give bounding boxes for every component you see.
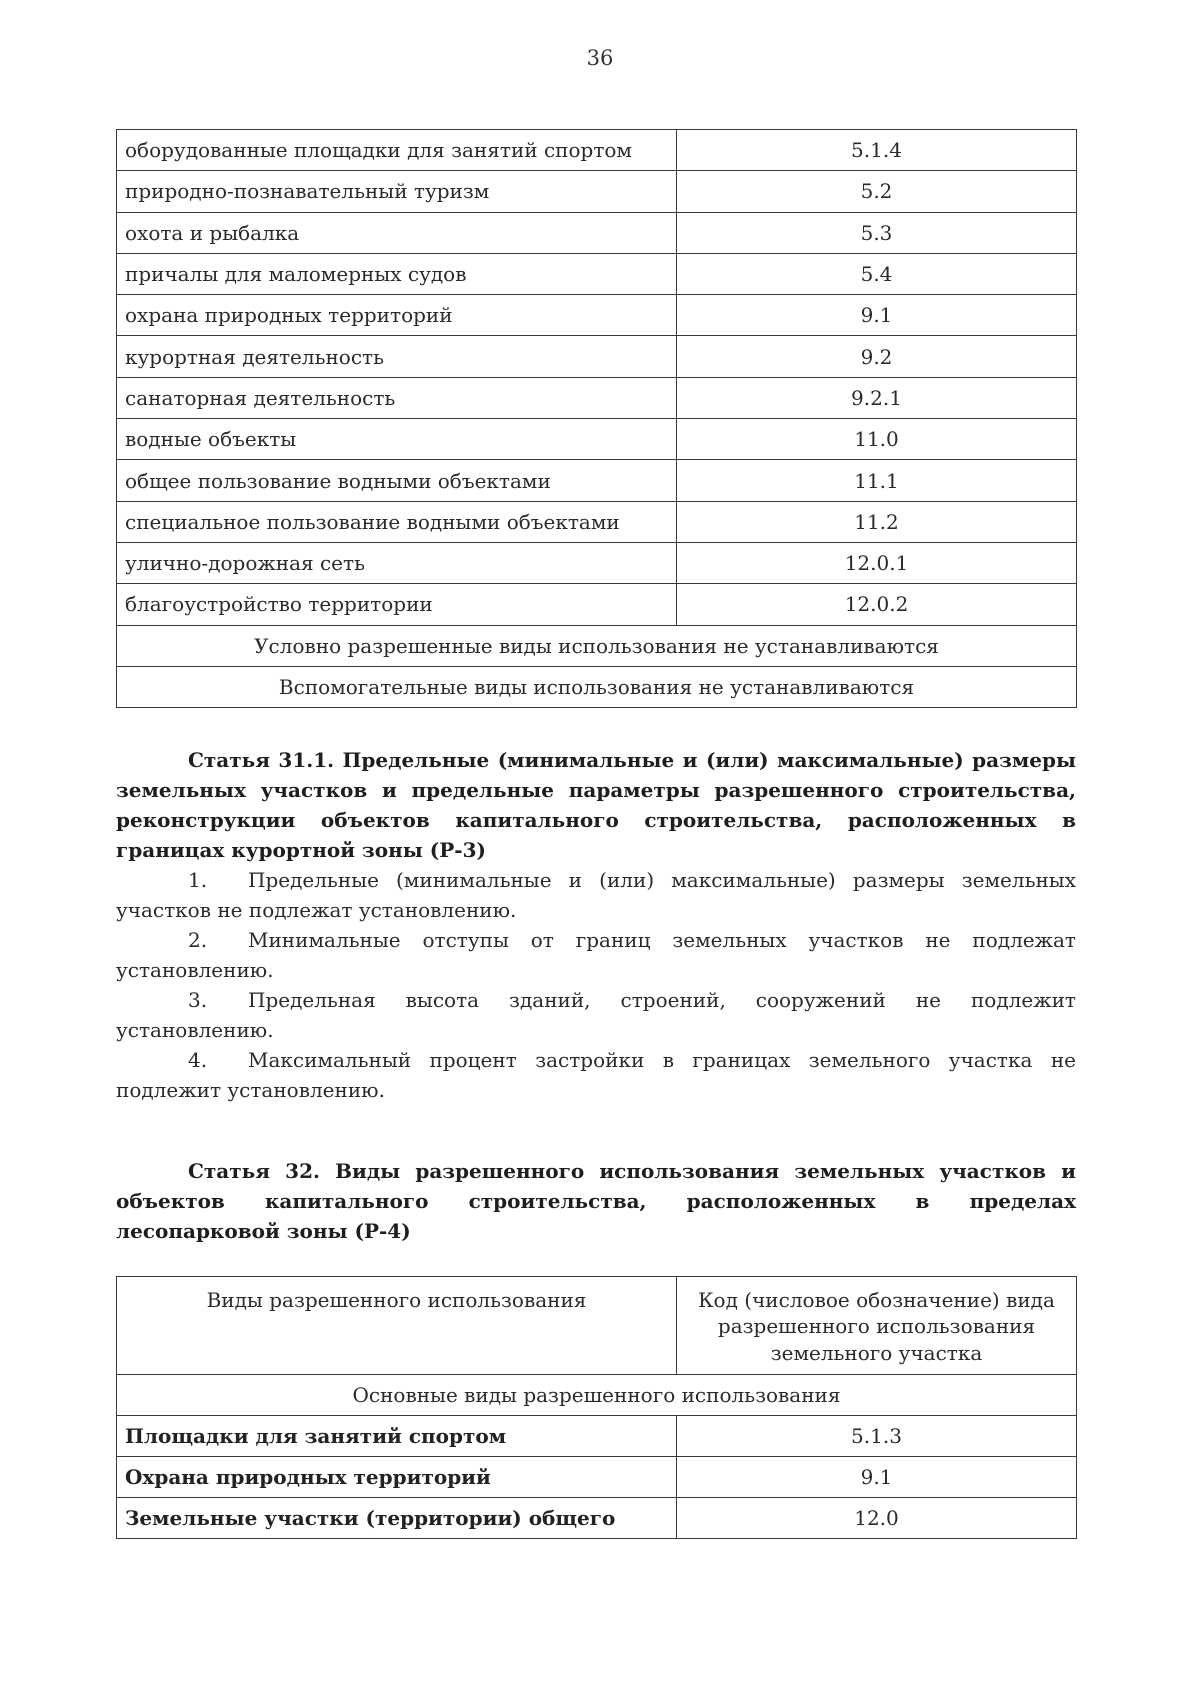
- item-number: 2.: [188, 928, 208, 952]
- auxiliary-uses-note: Вспомогательные виды использования не устанавливаются: [117, 666, 1077, 707]
- table-row: [117, 419, 1077, 460]
- use-code-cell: 11.2: [677, 501, 1077, 542]
- article-31-1-heading: Статья 31.1. Предельные (минимальные и (или) максимальные) размеры земельных участков и предельные параметры разрешенного строительства, реконструкции объектов капитального строительства, расположенных в границах курортной зоны (Р-3): [116, 748, 1076, 862]
- land-use-table-body: [117, 130, 1077, 626]
- use-type-cell: Охрана природных территорий: [117, 1457, 677, 1498]
- use-type-cell: Площадки для занятий спортом: [117, 1416, 677, 1457]
- page-number: 36: [586, 46, 614, 70]
- item-text: Предельная высота зданий, строений, сооружений не подлежит установлению.: [116, 988, 1076, 1042]
- use-code-cell: 12.0.2: [677, 584, 1077, 625]
- forest-park-land-use-table: [116, 1276, 1077, 1539]
- use-code-cell: 5.3: [677, 212, 1077, 253]
- use-type-cell: оборудованные площадки для занятий спортом: [117, 130, 677, 171]
- table-row: [117, 336, 1077, 377]
- table-row: [117, 542, 1077, 583]
- article-31-1: [116, 745, 1076, 1105]
- use-code-cell: 11.1: [677, 460, 1077, 501]
- use-code-cell: 9.2: [677, 336, 1077, 377]
- table-row: [117, 501, 1077, 542]
- table-row: [117, 1457, 1077, 1498]
- table-row: [117, 460, 1077, 501]
- use-type-cell: улично-дорожная сеть: [117, 542, 677, 583]
- use-code-cell: 9.2.1: [677, 377, 1077, 418]
- use-type-cell: общее пользование водными объектами: [117, 460, 677, 501]
- use-code-cell: 9.1: [677, 1457, 1077, 1498]
- column-header-use-type: Виды разрешенного использования: [117, 1277, 677, 1375]
- use-type-cell: курортная деятельность: [117, 336, 677, 377]
- article-32-heading: Статья 32. Виды разрешенного использования земельных участков и объектов капитального строительства, расположенных в пределах лесопарковой зоны (Р-4): [116, 1159, 1076, 1243]
- use-type-cell: водные объекты: [117, 419, 677, 460]
- use-code-cell: 5.1.4: [677, 130, 1077, 171]
- use-code-cell: 12.0: [677, 1498, 1077, 1539]
- table-row: [117, 212, 1077, 253]
- use-code-cell: 9.1: [677, 295, 1077, 336]
- table-row: [117, 295, 1077, 336]
- table-row: [117, 253, 1077, 294]
- column-header-code: Код (числовое обозначение) вида разрешенного использования земельного участка: [677, 1277, 1077, 1375]
- use-type-cell: Земельные участки (территории) общего: [117, 1498, 677, 1539]
- table-row: [117, 584, 1077, 625]
- use-type-cell: охота и рыбалка: [117, 212, 677, 253]
- article-31-1-item-3: [116, 985, 1076, 1045]
- article-32: [116, 1156, 1076, 1246]
- use-type-cell: благоустройство территории: [117, 584, 677, 625]
- table-row: [117, 1498, 1077, 1539]
- forest-park-table-body: [117, 1416, 1077, 1539]
- item-number: 3.: [188, 988, 208, 1012]
- item-text: Минимальные отступы от границ земельных участков не подлежат установлению.: [116, 928, 1076, 982]
- use-type-cell: санаторная деятельность: [117, 377, 677, 418]
- table-row: [117, 377, 1077, 418]
- use-code-cell: 5.1.3: [677, 1416, 1077, 1457]
- article-31-1-item-1: [116, 865, 1076, 925]
- table-row: [117, 130, 1077, 171]
- article-31-1-item-2: [116, 925, 1076, 985]
- use-type-cell: природно-познавательный туризм: [117, 171, 677, 212]
- use-code-cell: 5.2: [677, 171, 1077, 212]
- use-type-cell: специальное пользование водными объектами: [117, 501, 677, 542]
- use-code-cell: 5.4: [677, 253, 1077, 294]
- item-text: Максимальный процент застройки в границах земельного участка не подлежит установлению.: [116, 1048, 1076, 1102]
- land-use-table-continued: [116, 129, 1077, 708]
- item-number: 4.: [188, 1048, 208, 1072]
- use-type-cell: причалы для маломерных судов: [117, 253, 677, 294]
- article-31-1-item-4: [116, 1045, 1076, 1105]
- table-row: [117, 171, 1077, 212]
- use-type-cell: охрана природных территорий: [117, 295, 677, 336]
- item-text: Предельные (минимальные и (или) максимальные) размеры земельных участков не подлежат установлению.: [116, 868, 1076, 922]
- section-title-main-uses: Основные виды разрешенного использования: [117, 1375, 1077, 1416]
- use-code-cell: 12.0.1: [677, 542, 1077, 583]
- use-code-cell: 11.0: [677, 419, 1077, 460]
- conditional-uses-note: Условно разрешенные виды использования не устанавливаются: [117, 625, 1077, 666]
- table-row: [117, 1416, 1077, 1457]
- item-number: 1.: [188, 868, 208, 892]
